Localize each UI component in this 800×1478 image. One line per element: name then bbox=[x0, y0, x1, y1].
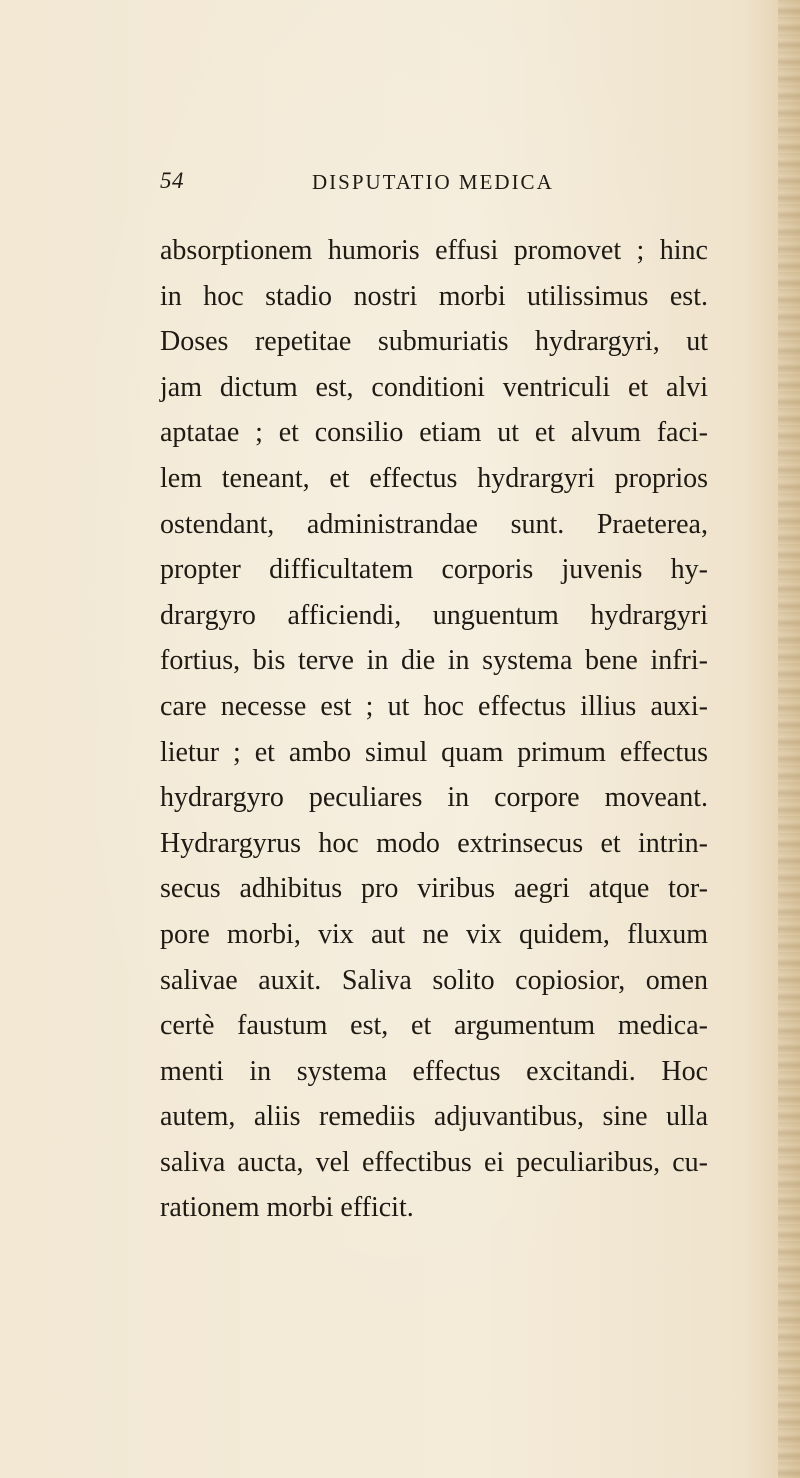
text-line: absorptionem humoris effusi promovet ; hinc bbox=[160, 235, 708, 266]
body-paragraph bbox=[160, 228, 708, 1231]
text-line: fortius, bis terve in die in systema bene infri- bbox=[160, 645, 708, 677]
text-line: hydrargyro peculiares in corpore moveant. bbox=[160, 782, 708, 814]
text-line: menti in systema effectus excitandi. Hoc bbox=[160, 1055, 708, 1087]
text-line: jam dictum est, conditioni ventriculi et alvi bbox=[160, 371, 708, 403]
text-line: Doses repetitae submuriatis hydrargyri, ut bbox=[160, 326, 708, 358]
text-line: aptatae ; et consilio etiam ut et alvum faci- bbox=[160, 417, 708, 449]
text-line: salivae auxit. Saliva solito copiosior, omen bbox=[160, 964, 708, 996]
text-line: ostendant, administrandae sunt. Praeterea, bbox=[160, 508, 708, 540]
text-line: pore morbi, vix aut ne vix quidem, fluxum bbox=[160, 918, 708, 950]
page-edge bbox=[778, 0, 800, 1478]
text-line: care necesse est ; ut hoc effectus illius auxi- bbox=[160, 690, 708, 722]
text-line: drargyro afficiendi, unguentum hydrargyri bbox=[160, 599, 708, 631]
text-line: certè faustum est, et argumentum medica- bbox=[160, 1010, 708, 1042]
text-line: Hydrargyrus hoc modo extrinsecus et intrin- bbox=[160, 827, 708, 859]
text-line: lem teneant, et effectus hydrargyri proprios bbox=[160, 462, 708, 494]
text-line: lietur ; et ambo simul quam primum effectus bbox=[160, 736, 708, 768]
text-line: secus adhibitus pro viribus aegri atque tor- bbox=[160, 873, 708, 905]
page-number: 54 bbox=[160, 168, 184, 193]
page-header bbox=[160, 168, 720, 204]
text-line: saliva aucta, vel effectibus ei peculiaribus, cu- bbox=[160, 1146, 708, 1178]
text-line: rationem morbi efficit. bbox=[160, 1192, 414, 1224]
running-head: DISPUTATIO MEDICA bbox=[312, 170, 554, 194]
text-line: autem, aliis remediis adjuvantibus, sine ulla bbox=[160, 1101, 708, 1133]
text-line: propter difficultatem corporis juvenis hy- bbox=[160, 554, 708, 586]
text-line: in hoc stadio nostri morbi utilissimus est. bbox=[160, 280, 708, 312]
